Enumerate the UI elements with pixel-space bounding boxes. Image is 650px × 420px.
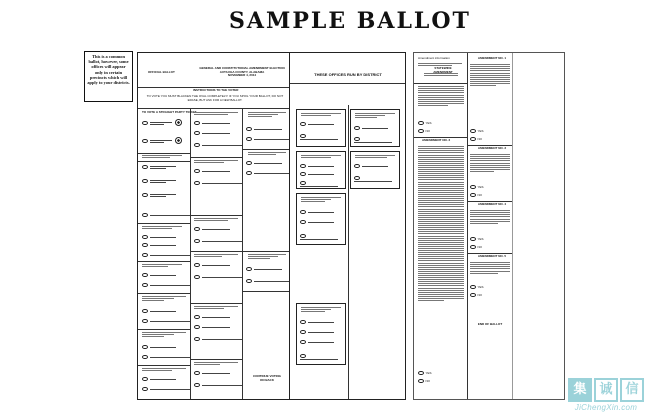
party-emblem-icon bbox=[175, 137, 182, 144]
candidate-option[interactable] bbox=[300, 164, 334, 169]
no-option[interactable]: NO bbox=[470, 137, 482, 142]
straight-party-label: TO VOTE A STRAIGHT PARTY TICKET bbox=[142, 110, 197, 114]
no-option[interactable]: NO bbox=[470, 245, 482, 250]
candidate-option[interactable] bbox=[142, 235, 176, 240]
write-in-option[interactable] bbox=[194, 337, 242, 342]
candidate-option[interactable] bbox=[142, 377, 176, 382]
write-in-option[interactable] bbox=[194, 143, 242, 148]
candidate-option[interactable] bbox=[194, 169, 230, 174]
candidate-option[interactable] bbox=[246, 267, 282, 272]
write-in-option[interactable] bbox=[194, 275, 242, 280]
candidate-option[interactable] bbox=[194, 263, 230, 268]
write-in-option[interactable] bbox=[246, 137, 290, 142]
amendment-text bbox=[470, 209, 510, 225]
candidate-option[interactable] bbox=[300, 220, 334, 225]
write-in-option[interactable] bbox=[142, 319, 190, 324]
write-in-option[interactable] bbox=[300, 234, 345, 242]
write-in-option[interactable] bbox=[354, 137, 399, 145]
amendment-heading: AMENDMENT NO. 5 bbox=[477, 254, 507, 258]
write-in-option[interactable] bbox=[142, 253, 190, 258]
race-box bbox=[296, 303, 346, 365]
amendment-heading: AMENDMENT NO. 4 bbox=[477, 202, 507, 206]
race-box bbox=[350, 151, 400, 189]
yes-option[interactable]: YES bbox=[470, 185, 484, 190]
race-title bbox=[194, 111, 238, 116]
race-title bbox=[194, 361, 238, 366]
end-of-ballot-label: END OF BALLOT bbox=[477, 322, 503, 326]
yes-option[interactable]: YES bbox=[418, 371, 432, 376]
yes-option[interactable]: YES bbox=[470, 129, 484, 134]
statewide-amendment-heading: STATEWIDE AMENDMENT bbox=[433, 66, 453, 74]
election-header: GENERAL AND CONSTITUTIONAL AMENDMENT ELECTION AUTAUGA COUNTY, ALABAMA NOVEMBER 4, 2014 bbox=[199, 66, 285, 78]
write-in-option[interactable] bbox=[300, 181, 345, 189]
district-offices-header: THESE OFFICES RUN BY DISTRICT bbox=[314, 72, 382, 77]
yes-option[interactable]: YES bbox=[470, 285, 484, 290]
candidate-option[interactable] bbox=[194, 371, 230, 376]
amendment-text bbox=[470, 63, 510, 87]
race-title bbox=[194, 217, 238, 222]
amendment-heading: AMENDMENT NO. 2 bbox=[422, 138, 451, 142]
candidate-option[interactable] bbox=[142, 165, 176, 170]
write-in-option[interactable] bbox=[300, 134, 345, 142]
amendment-text bbox=[418, 85, 464, 107]
candidate-option[interactable] bbox=[142, 345, 176, 350]
candidate-option[interactable] bbox=[300, 340, 334, 345]
write-in-option[interactable] bbox=[246, 171, 290, 176]
ballot-page-2 bbox=[289, 52, 406, 400]
continue-voting-label: CONTINUE VOTING ON BACK bbox=[252, 374, 281, 382]
race-title bbox=[142, 295, 186, 302]
race-title bbox=[142, 263, 182, 268]
write-in-option[interactable] bbox=[300, 354, 345, 362]
official-ballot-label: OFFICIAL BALLOT bbox=[148, 70, 175, 74]
race-title bbox=[142, 225, 182, 230]
ballot-page-1 bbox=[137, 52, 292, 400]
watermark bbox=[566, 378, 646, 418]
write-in-option[interactable] bbox=[194, 383, 242, 388]
amendment-text bbox=[418, 145, 464, 302]
watermark-glyph: 集 bbox=[568, 378, 592, 402]
amendment-heading: AMENDMENT NO. 1 bbox=[477, 56, 507, 60]
watermark-glyph: 诚 bbox=[594, 378, 618, 402]
no-option[interactable]: NO bbox=[470, 293, 482, 298]
common-ballot-notice: This is a common ballot, however, some offices will appear only in certain precincts which will apply to your districts. bbox=[84, 51, 133, 102]
candidate-option[interactable] bbox=[300, 320, 334, 325]
candidate-option[interactable] bbox=[354, 126, 388, 131]
candidate-option[interactable] bbox=[300, 172, 334, 177]
amendment-info-label: Amendment information bbox=[418, 56, 450, 60]
race-title bbox=[194, 159, 238, 164]
candidate-option[interactable] bbox=[142, 273, 176, 278]
write-in-option[interactable] bbox=[246, 279, 290, 284]
race-title bbox=[142, 154, 182, 159]
write-in-option[interactable] bbox=[142, 283, 190, 288]
no-option[interactable]: NO bbox=[418, 129, 430, 134]
candidate-option[interactable] bbox=[194, 325, 230, 330]
write-in-option[interactable] bbox=[354, 176, 399, 184]
race-title bbox=[194, 253, 238, 258]
write-in-option[interactable] bbox=[194, 181, 242, 186]
page-title: SAMPLE BALLOT bbox=[229, 8, 471, 34]
yes-option[interactable]: YES bbox=[470, 237, 484, 242]
race-title bbox=[248, 111, 286, 118]
race-title bbox=[248, 151, 286, 156]
candidate-option[interactable] bbox=[142, 193, 176, 198]
party-option[interactable] bbox=[142, 121, 172, 126]
race-box bbox=[350, 109, 400, 147]
party-emblem-icon bbox=[175, 119, 182, 126]
candidate-option[interactable] bbox=[300, 210, 334, 215]
party-option[interactable] bbox=[142, 139, 172, 144]
race-box bbox=[296, 193, 346, 245]
no-option[interactable]: NO bbox=[470, 193, 482, 198]
race-title bbox=[142, 331, 186, 338]
ballot-page-3 bbox=[413, 52, 565, 400]
write-in-option[interactable] bbox=[142, 213, 190, 218]
candidate-option[interactable] bbox=[246, 161, 282, 166]
candidate-option[interactable] bbox=[194, 315, 230, 320]
candidate-option[interactable] bbox=[300, 122, 334, 127]
candidate-option[interactable] bbox=[194, 131, 230, 136]
candidate-option[interactable] bbox=[194, 121, 230, 126]
write-in-option[interactable] bbox=[142, 355, 190, 360]
candidate-option[interactable] bbox=[142, 309, 176, 314]
race-title bbox=[142, 367, 186, 372]
candidate-option[interactable] bbox=[142, 179, 176, 184]
amendment-text bbox=[470, 153, 510, 173]
race-title bbox=[248, 253, 286, 260]
race-title bbox=[194, 305, 238, 310]
instructions-text: TO VOTE YOU MUST BLACKEN THE OVAL COMPLETELY! IF YOU SPOIL YOUR BALLOT, DO NOT ERASE, BUT ASK FOR A NEW BALLOT. bbox=[146, 94, 284, 102]
candidate-option[interactable] bbox=[194, 227, 230, 232]
candidate-option[interactable] bbox=[354, 164, 388, 169]
no-option[interactable]: NO bbox=[418, 379, 430, 384]
watermark-url: JiChengXin.com bbox=[574, 403, 638, 412]
instructions-title: INSTRUCTIONS TO THE VOTER bbox=[193, 88, 239, 92]
write-in-option[interactable] bbox=[142, 387, 190, 392]
race-box bbox=[296, 109, 346, 147]
candidate-option[interactable] bbox=[142, 243, 176, 248]
race-box bbox=[296, 151, 346, 189]
amendment-heading: AMENDMENT NO. 3 bbox=[477, 146, 507, 150]
write-in-option[interactable] bbox=[194, 239, 242, 244]
candidate-option[interactable] bbox=[300, 330, 334, 335]
watermark-glyph: 信 bbox=[620, 378, 644, 402]
candidate-option[interactable] bbox=[246, 127, 282, 132]
yes-option[interactable]: YES bbox=[418, 121, 432, 126]
amendment-text bbox=[470, 261, 510, 275]
